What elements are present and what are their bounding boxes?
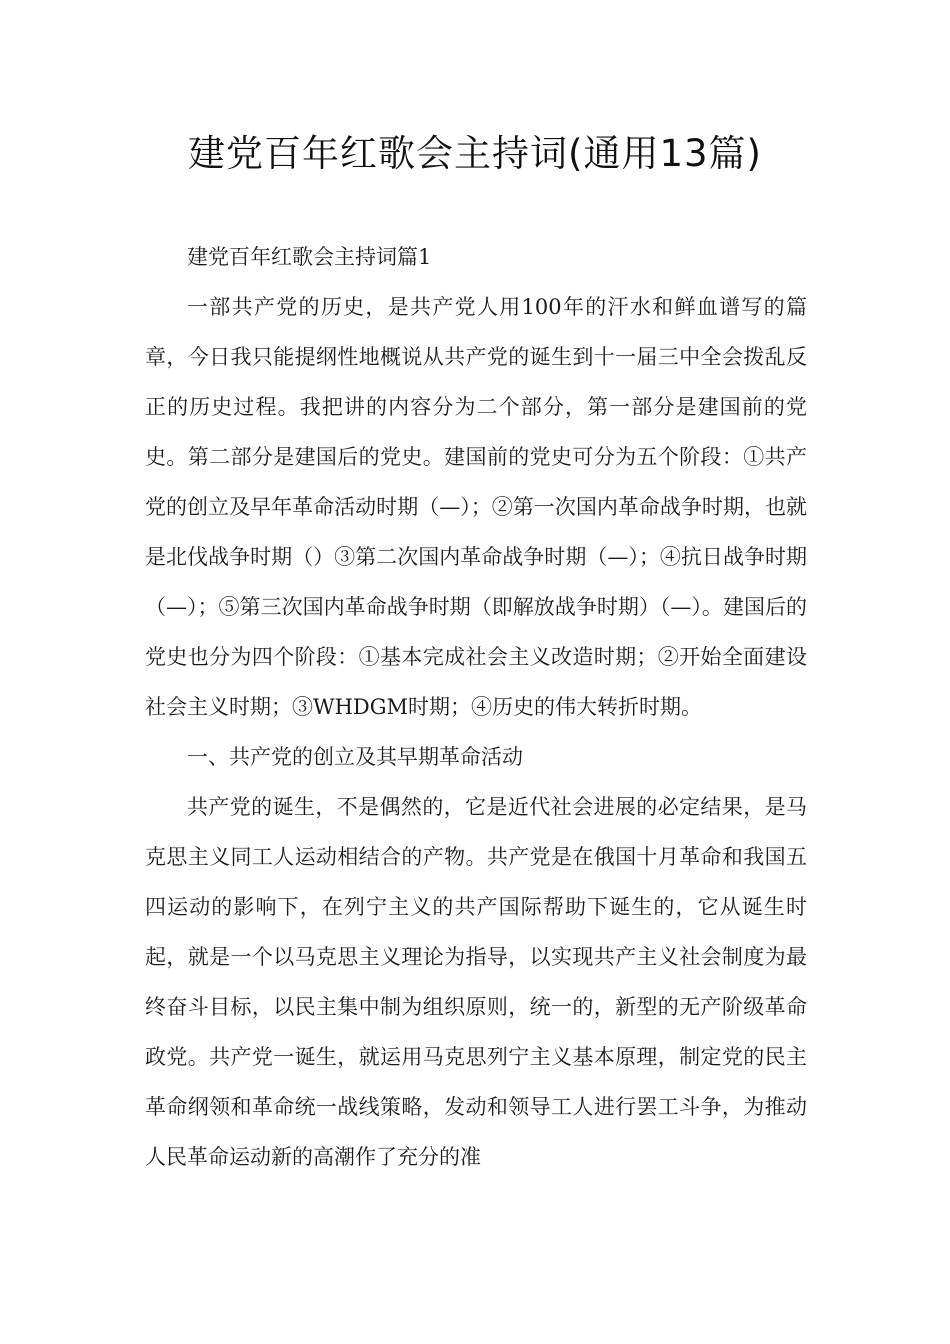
document-title: 建党百年红歌会主持词(通用13篇) <box>188 132 762 175</box>
section-heading-1: 建党百年红歌会主持词篇1 <box>187 245 432 269</box>
document-body <box>145 232 807 1182</box>
body-paragraph-1: 一部共产党的历史，是共产党人用100年的汗水和鲜血谱写的篇章，今日我只能提纲性地概说从共产党的诞生到十一届三中全会拨乱反正的历史过程。我把讲的内容分为二个部分，第一部分是建国前的党史。第二部分是建国后的党史。建国前的党史可分为五个阶段：①共产党的创立及早年革命活动时期（—）；②第一次国内革命战争时期，也就是北伐战争时期（）③第二次国内革命战争时期（—）；④抗日战争时期（—）；⑤第三次国内革命战争时期（即解放战争时期）（—）。建国后的党史也分为四个阶段：①基本完成社会主义改造时期；②开始全面建设社会主义时期；③WHDGM时期；④历史的伟大转折时期。 <box>145 295 807 719</box>
section-heading-2: 一、共产党的创立及其早期革命活动 <box>187 745 523 769</box>
body-paragraph-2: 共产党的诞生，不是偶然的，它是近代社会进展的必定结果，是马克思主义同工人运动相结合的产物。共产党是在俄国十月革命和我国五四运动的影响下，在列宁主义的共产国际帮助下诞生的，它从诞生时起，就是一个以马克思主义理论为指导，以实现共产主义社会制度为最终奋斗目标，以民主集中制为组织原则，统一的，新型的无产阶级革命政党。共产党一诞生，就运用马克思列宁主义基本原理，制定党的民主革命纲领和革命统一战线策略，发动和领导工人进行罢工斗争，为推动人民革命运动新的高潮作了充分的准 <box>145 795 807 1169</box>
